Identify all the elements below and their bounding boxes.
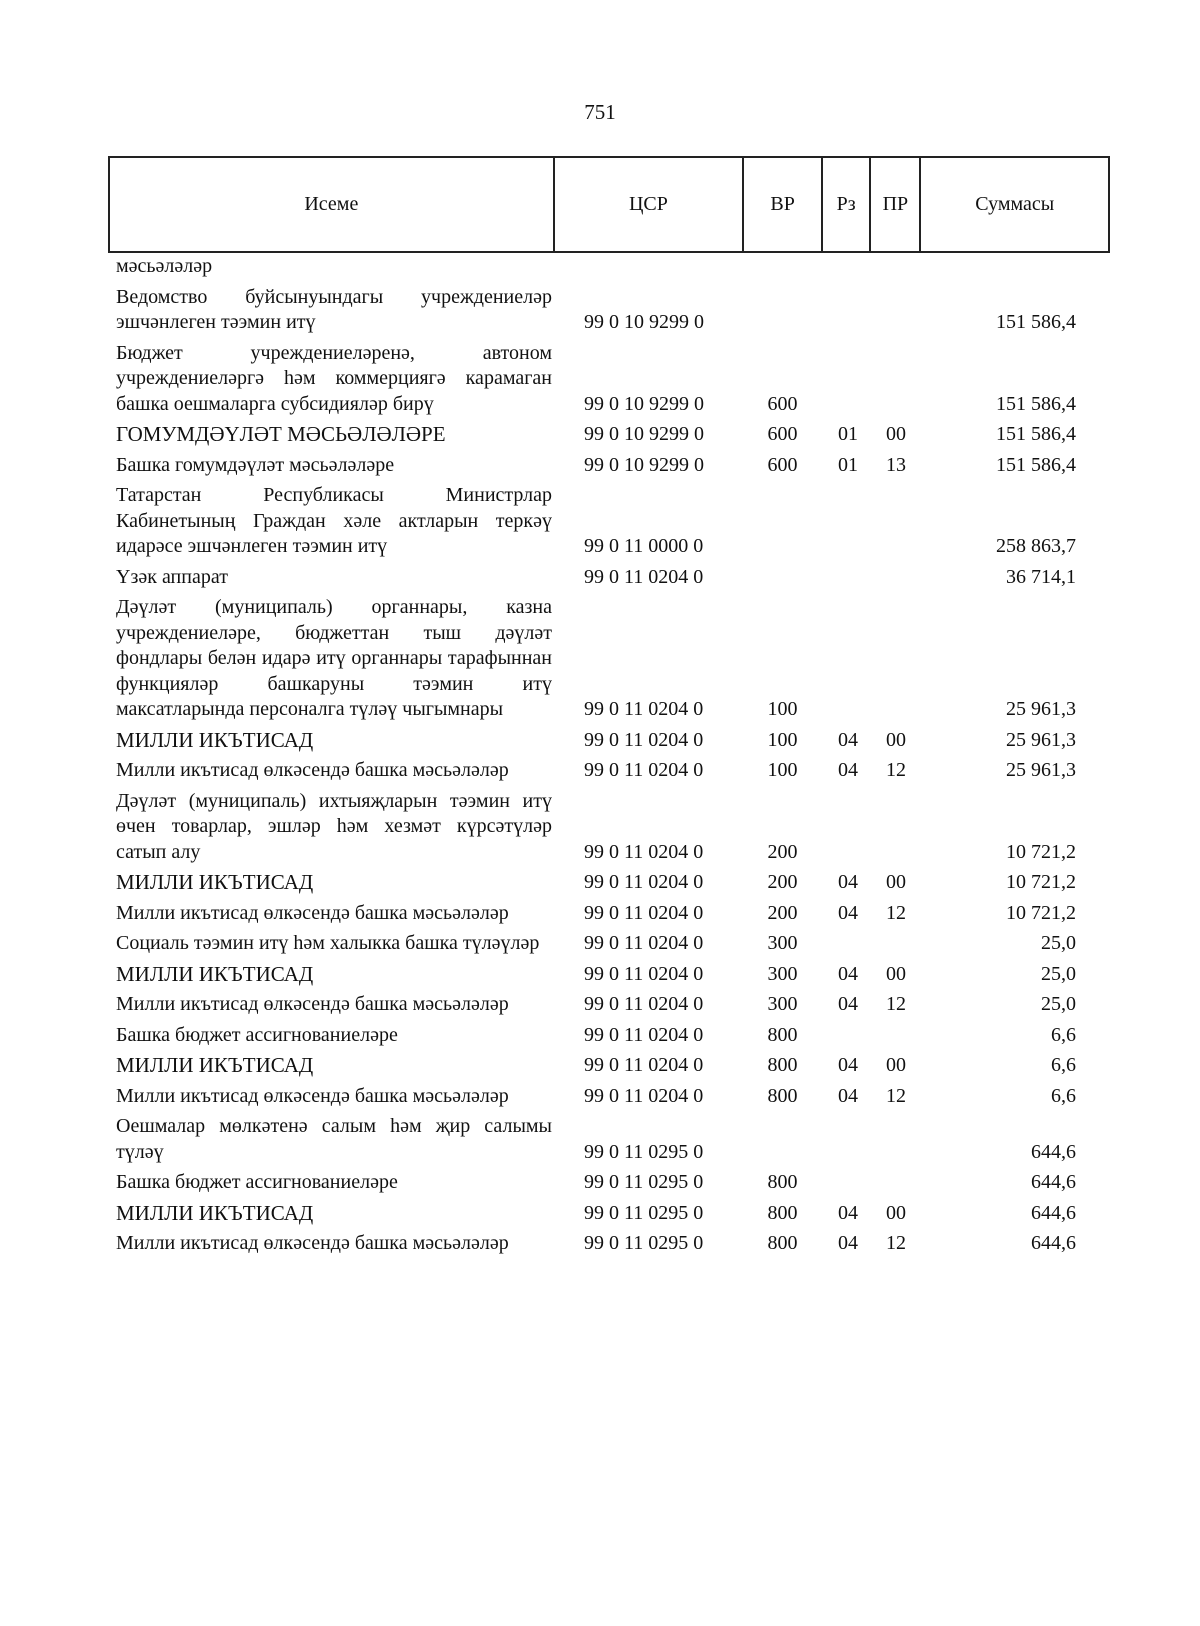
row-sum: 6,6 <box>1051 1054 1076 1076</box>
row-rz: 01 <box>838 453 858 476</box>
row-pr: 00 <box>886 423 906 445</box>
row-sum: 25,0 <box>1041 932 1076 954</box>
row-sum: 644,6 <box>1031 1171 1076 1193</box>
row-sum: 25,0 <box>1041 993 1076 1015</box>
row-pr: 00 <box>886 728 906 751</box>
row-pr: 00 <box>886 962 906 985</box>
row-csr: 99 0 11 0204 0 <box>584 1023 704 1046</box>
row-sum: 151 586,4 <box>996 311 1076 333</box>
table-row <box>108 865 1110 896</box>
row-vr: 200 <box>767 840 798 863</box>
table-row <box>108 1109 1110 1165</box>
row-csr: 99 0 10 9299 0 <box>584 423 704 445</box>
row-name: Татарстан Республикасы Министрлар Кабинетының Граждан хәле актларын теркәү идарәсе эшчәнлеген тәэмин итү <box>116 484 552 557</box>
row-csr: 99 0 11 0204 0 <box>584 565 704 588</box>
row-name: Милли икътисад өлкәсендә башка мәсьәләләр <box>116 901 509 924</box>
table-row <box>108 723 1110 754</box>
row-csr: 99 0 11 0295 0 <box>584 1201 704 1224</box>
row-csr: 99 0 11 0204 0 <box>584 932 704 954</box>
table-row <box>108 957 1110 988</box>
row-vr: 100 <box>767 728 798 751</box>
row-sum: 644,6 <box>1031 1232 1076 1254</box>
table-row <box>108 1196 1110 1227</box>
row-csr: 99 0 11 0204 0 <box>584 840 704 863</box>
column-header-rz: Рз <box>822 157 870 252</box>
column-header-pr: ПР <box>870 157 920 252</box>
row-sum: 644,6 <box>1031 1201 1076 1224</box>
column-header-vr: ВР <box>743 157 822 252</box>
row-csr: 99 0 11 0295 0 <box>584 1140 704 1163</box>
table-row <box>108 753 1110 784</box>
row-vr: 300 <box>767 932 798 954</box>
row-name: Милли икътисад өлкәсендә башка мәсьәләләр <box>116 993 509 1015</box>
table-row <box>108 1018 1110 1049</box>
table-row <box>108 417 1110 448</box>
row-name: МИЛЛИ ИКЪТИСАД <box>116 727 314 752</box>
table-row <box>108 987 1110 1018</box>
row-vr: 600 <box>767 423 798 445</box>
row-name: Милли икътисад өлкәсендә башка мәсьәләләр <box>116 759 509 781</box>
row-vr: 800 <box>767 1023 798 1046</box>
row-vr: 600 <box>767 453 798 476</box>
row-name: Бюджет учреждениеләренә, автоном учреждениеләргә һәм коммерциягә карамаган башка оешмаларга субсидияләр бирү <box>116 341 552 415</box>
row-pr: 00 <box>886 1054 906 1076</box>
row-name: Милли икътисад өлкәсендә башка мәсьәләләр <box>116 1232 509 1254</box>
row-csr: 99 0 11 0204 0 <box>584 871 704 893</box>
page-number: 751 <box>584 100 616 124</box>
row-name: Оешмалар мөлкәтенә салым һәм җир салымы түләү <box>116 1115 552 1163</box>
row-vr: 200 <box>767 901 798 924</box>
row-sum: 151 586,4 <box>996 423 1076 445</box>
table-row <box>108 280 1110 336</box>
row-vr: 800 <box>767 1171 798 1193</box>
column-header-sum: Суммасы <box>920 157 1109 252</box>
table-row <box>108 1048 1110 1079</box>
row-name: МИЛЛИ ИКЪТИСАД <box>116 961 314 986</box>
table-row <box>108 336 1110 418</box>
table-header <box>108 156 1110 253</box>
table-row <box>108 252 1110 280</box>
row-name: Социаль тәэмин итү һәм халыкка башка түләүләр <box>116 932 540 954</box>
row-vr: 300 <box>767 993 798 1015</box>
table-row <box>108 1079 1110 1110</box>
table-row <box>108 478 1110 560</box>
row-sum: 25,0 <box>1041 962 1076 985</box>
row-pr: 12 <box>886 759 906 781</box>
row-pr: 00 <box>886 871 906 893</box>
row-pr: 12 <box>886 1084 906 1107</box>
table-row <box>108 1226 1110 1257</box>
row-rz: 04 <box>838 1054 858 1076</box>
row-csr: 99 0 11 0204 0 <box>584 993 704 1015</box>
row-rz: 04 <box>838 728 858 751</box>
row-pr: 00 <box>886 1201 906 1224</box>
row-pr: 12 <box>886 1232 906 1254</box>
table-row <box>108 784 1110 866</box>
row-sum: 258 863,7 <box>996 535 1076 557</box>
row-name: МИЛЛИ ИКЪТИСАД <box>116 1200 314 1225</box>
row-vr: 100 <box>767 759 798 781</box>
row-rz: 04 <box>838 1084 858 1107</box>
row-rz: 04 <box>838 1201 858 1224</box>
row-vr: 800 <box>767 1054 798 1076</box>
row-sum: 25 961,3 <box>1006 698 1076 720</box>
row-rz: 04 <box>838 962 858 985</box>
row-csr: 99 0 11 0204 0 <box>584 698 704 720</box>
row-vr: 200 <box>767 871 798 893</box>
row-csr: 99 0 11 0204 0 <box>584 759 704 781</box>
row-csr: 99 0 11 0000 0 <box>584 535 704 557</box>
row-csr: 99 0 11 0295 0 <box>584 1171 704 1193</box>
row-rz: 04 <box>838 1232 858 1254</box>
row-vr: 600 <box>767 392 798 415</box>
row-vr: 800 <box>767 1201 798 1224</box>
row-name: Башка гомумдәүләт мәсьәләләре <box>116 453 395 476</box>
row-rz: 04 <box>838 871 858 893</box>
row-pr: 12 <box>886 901 906 924</box>
row-sum: 151 586,4 <box>996 392 1076 415</box>
row-sum: 25 961,3 <box>1006 728 1076 751</box>
row-rz: 01 <box>838 423 858 445</box>
table-row <box>108 1165 1110 1196</box>
row-sum: 36 714,1 <box>1006 565 1076 588</box>
row-sum: 6,6 <box>1051 1023 1076 1046</box>
row-sum: 151 586,4 <box>996 453 1076 476</box>
table-row <box>108 926 1110 957</box>
table-row <box>108 896 1110 927</box>
row-rz: 04 <box>838 759 858 781</box>
row-csr: 99 0 11 0295 0 <box>584 1232 704 1254</box>
row-name: Дәүләт (муниципаль) ихтыяҗларын тәэмин итү өчен товарлар, эшләр һәм хезмәт күрсәтүләр сатып алу <box>116 789 552 863</box>
row-name: Ведомство буйсынуындагы учреждениеләр эшчәнлеген тәэмин итү <box>116 285 552 333</box>
column-header-csr: ЦСР <box>554 157 744 252</box>
row-csr: 99 0 11 0204 0 <box>584 1054 704 1076</box>
table-row <box>108 560 1110 591</box>
row-sum: 10 721,2 <box>1006 840 1076 863</box>
row-pr: 13 <box>886 453 906 476</box>
row-name: Башка бюджет ассигнованиеләре <box>116 1171 398 1193</box>
table-row <box>108 590 1110 723</box>
row-csr: 99 0 11 0204 0 <box>584 901 704 924</box>
row-sum: 10 721,2 <box>1006 901 1076 924</box>
column-header-name: Исеме <box>109 157 554 252</box>
row-name: Дәүләт (муниципаль) органнары, казна учреждениеләре, бюджеттан тыш дәүләт фондлары белән идарә итү органнары тарафыннан функцияләр башкаруны тәэмин итү максатларында персоналга түләү чыгымнары <box>116 596 552 720</box>
row-name: Үзәк аппарат <box>116 565 228 588</box>
row-csr: 99 0 10 9299 0 <box>584 453 704 476</box>
row-csr: 99 0 11 0204 0 <box>584 962 704 985</box>
row-pr: 12 <box>886 993 906 1015</box>
row-csr: 99 0 11 0204 0 <box>584 728 704 751</box>
row-sum: 644,6 <box>1031 1140 1076 1163</box>
row-sum: 25 961,3 <box>1006 759 1076 781</box>
row-vr: 100 <box>767 698 798 720</box>
row-sum: 6,6 <box>1051 1084 1076 1107</box>
row-name: ГОМУМДӘҮЛӘТ МӘСЬӘЛӘЛӘРЕ <box>116 422 446 446</box>
row-rz: 04 <box>838 993 858 1015</box>
row-rz: 04 <box>838 901 858 924</box>
row-vr: 800 <box>767 1232 798 1254</box>
row-name: мәсьәләләр <box>116 255 213 277</box>
row-csr: 99 0 10 9299 0 <box>584 311 704 333</box>
table-row <box>108 448 1110 479</box>
row-name: МИЛЛИ ИКЪТИСАД <box>116 870 314 894</box>
row-csr: 99 0 10 9299 0 <box>584 392 704 415</box>
row-sum: 10 721,2 <box>1006 871 1076 893</box>
row-name: МИЛЛИ ИКЪТИСАД <box>116 1053 314 1077</box>
row-name: Башка бюджет ассигнованиеләре <box>116 1023 398 1046</box>
row-vr: 300 <box>767 962 798 985</box>
row-csr: 99 0 11 0204 0 <box>584 1084 704 1107</box>
row-name: Милли икътисад өлкәсендә башка мәсьәләләр <box>116 1084 509 1107</box>
table-body <box>108 252 1110 1257</box>
row-vr: 800 <box>767 1084 798 1107</box>
